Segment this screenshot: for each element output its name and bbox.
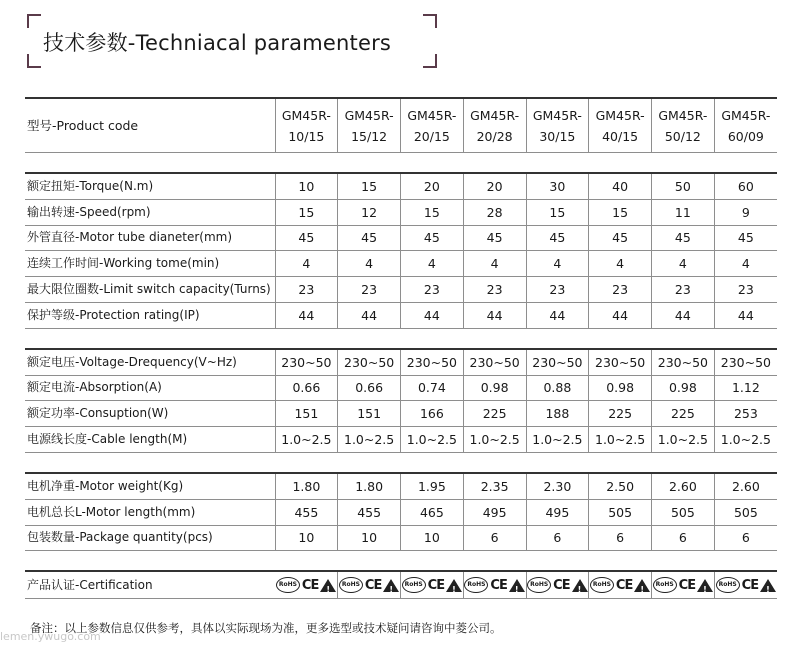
ce-mark-icon: CE [741, 577, 759, 593]
value-cell: 151 [275, 401, 338, 427]
certification-cell [463, 571, 526, 599]
value-cell: 230~50 [652, 349, 715, 375]
value-cell: 15 [589, 199, 652, 225]
gap-cell [25, 551, 777, 572]
value-cell: 4 [714, 251, 777, 277]
value-cell: 28 [463, 199, 526, 225]
rohs-mark-icon: RoHS [402, 577, 426, 593]
value-cell: 6 [526, 525, 589, 551]
table-row [25, 401, 777, 427]
ce-mark-icon: CE [490, 577, 507, 593]
value-cell: 0.74 [401, 375, 464, 401]
value-cell: 23 [652, 277, 715, 303]
value-cell: 20 [463, 173, 526, 199]
page-title: 技术参数-Techniacal paramenters [43, 31, 392, 55]
warning-glyph: ! [389, 584, 393, 594]
table-row [25, 277, 777, 303]
row-label: 额定电流-Absorption(A) [25, 375, 275, 401]
certification-marks [275, 572, 337, 598]
row-label: 外管直径-Motor tube dianeter(mm) [25, 225, 275, 251]
value-cell: 11 [652, 199, 715, 225]
corner-bracket [27, 54, 41, 68]
product-code-prefix: GM45R- [344, 107, 394, 123]
rohs-mark-icon: RoHS [653, 577, 677, 593]
row-label: 电机净重-Motor weight(Kg) [25, 473, 275, 499]
table-row [25, 302, 777, 328]
certification-marks [401, 572, 463, 598]
value-cell: 20 [401, 173, 464, 199]
value-cell: 45 [338, 225, 401, 251]
row-label: 保护等级-Protection rating(IP) [25, 302, 275, 328]
value-cell: 4 [338, 251, 401, 277]
value-cell: 23 [589, 277, 652, 303]
value-cell: 12 [338, 199, 401, 225]
rohs-mark-icon: RoHS [339, 577, 363, 593]
value-cell: 1.0~2.5 [652, 427, 715, 453]
value-cell: 1.0~2.5 [463, 427, 526, 453]
product-code-cell [589, 98, 652, 153]
product-code-cell [463, 98, 526, 153]
value-cell: 1.80 [338, 473, 401, 499]
product-code-cell [652, 98, 715, 153]
value-cell: 0.98 [463, 375, 526, 401]
table-row [25, 349, 777, 375]
value-cell: 1.0~2.5 [714, 427, 777, 453]
value-cell: 15 [526, 199, 589, 225]
value-cell: 495 [526, 499, 589, 525]
warning-triangle-icon [760, 579, 776, 592]
rohs-mark-icon: RoHS [590, 577, 614, 593]
value-cell: 60 [714, 173, 777, 199]
rohs-mark-icon: RoHS [527, 577, 551, 593]
value-cell: 2.35 [463, 473, 526, 499]
value-cell: 10 [401, 525, 464, 551]
product-code-suffix: 15/12 [351, 128, 388, 144]
product-code-suffix: 50/12 [664, 128, 701, 144]
value-cell: 1.0~2.5 [401, 427, 464, 453]
ce-mark-icon: CE [615, 577, 633, 593]
value-cell: 45 [652, 225, 715, 251]
watermark: lemen.ywugo.com [0, 630, 101, 643]
product-code-cell [275, 98, 338, 153]
value-cell: 30 [526, 173, 589, 199]
value-cell: 44 [275, 302, 338, 328]
certification-row [25, 571, 777, 599]
table-row [25, 251, 777, 277]
ce-mark-icon: CE [678, 577, 696, 593]
value-cell: 23 [463, 277, 526, 303]
warning-triangle-icon [320, 579, 336, 592]
group-gap [25, 153, 777, 174]
value-cell: 45 [589, 225, 652, 251]
value-cell: 1.0~2.5 [589, 427, 652, 453]
value-cell: 4 [652, 251, 715, 277]
warning-glyph: ! [514, 584, 519, 594]
value-cell: 23 [401, 277, 464, 303]
certification-marks [715, 572, 777, 598]
warning-triangle-icon [509, 579, 525, 592]
value-cell: 44 [526, 302, 589, 328]
value-cell: 6 [652, 525, 715, 551]
table-row [25, 199, 777, 225]
certification-marks [652, 572, 714, 598]
product-code-prefix: GM45R- [470, 107, 520, 123]
value-cell: 230~50 [589, 349, 652, 375]
footnote: 备注：以上参数信息仅供参考，具体以实际现场为准，更多选型或技术疑问请咨询中菱公司。 [30, 621, 502, 635]
value-cell: 50 [652, 173, 715, 199]
value-cell: 45 [275, 225, 338, 251]
row-label: 包装数量-Package quantity(pcs) [25, 525, 275, 551]
value-cell: 4 [275, 251, 338, 277]
value-cell: 1.95 [401, 473, 464, 499]
value-cell: 0.66 [338, 375, 401, 401]
value-cell: 23 [275, 277, 338, 303]
row-label: 输出转速-Speed(rpm) [25, 199, 275, 225]
table-row [25, 375, 777, 401]
warning-triangle-icon [572, 579, 588, 592]
value-cell: 23 [526, 277, 589, 303]
certification-cell [275, 571, 338, 599]
value-cell: 4 [526, 251, 589, 277]
row-label: 最大限位圈数-Limit switch capacity(Turns) [25, 277, 275, 303]
warning-glyph: ! [703, 584, 707, 594]
value-cell: 44 [338, 302, 401, 328]
corner-bracket [27, 14, 41, 28]
product-code-prefix: GM45R- [532, 107, 582, 123]
value-cell: 225 [589, 401, 652, 427]
value-cell: 188 [526, 401, 589, 427]
product-code-cell [401, 98, 464, 153]
table-row [25, 525, 777, 551]
product-code-suffix: 40/15 [602, 128, 639, 144]
value-cell: 505 [652, 499, 715, 525]
value-cell: 44 [463, 302, 526, 328]
product-code-suffix: 20/28 [476, 128, 513, 144]
certification-marks [589, 572, 651, 598]
value-cell: 225 [652, 401, 715, 427]
certification-marks [464, 572, 526, 598]
rohs-mark-icon: RoHS [464, 577, 488, 593]
value-cell: 225 [463, 401, 526, 427]
group-gap [25, 452, 777, 473]
value-cell: 495 [463, 499, 526, 525]
value-cell: 0.88 [526, 375, 589, 401]
rohs-mark-icon: RoHS [716, 577, 740, 593]
group-gap [25, 551, 777, 572]
product-code-suffix: 60/09 [727, 128, 764, 144]
value-cell: 230~50 [401, 349, 464, 375]
table-row [25, 473, 777, 499]
value-cell: 15 [275, 199, 338, 225]
value-cell: 230~50 [463, 349, 526, 375]
value-cell: 10 [338, 525, 401, 551]
warning-triangle-icon [383, 579, 399, 592]
warning-triangle-icon [634, 579, 650, 592]
value-cell: 44 [401, 302, 464, 328]
corner-bracket [423, 14, 437, 28]
group-gap [25, 328, 777, 349]
value-cell: 10 [275, 525, 338, 551]
gap-cell [25, 153, 777, 174]
value-cell: 2.50 [589, 473, 652, 499]
value-cell: 23 [338, 277, 401, 303]
warning-glyph: ! [577, 584, 582, 594]
value-cell: 1.0~2.5 [526, 427, 589, 453]
certification-cell [652, 571, 715, 599]
warning-glyph: ! [452, 584, 456, 594]
value-cell: 151 [338, 401, 401, 427]
value-cell: 6 [714, 525, 777, 551]
product-code-suffix: 30/15 [539, 128, 576, 144]
warning-glyph: ! [326, 584, 330, 594]
title-frame [27, 14, 437, 68]
table-row [25, 225, 777, 251]
product-code-cell [714, 98, 777, 153]
header-label: 型号-Product code [25, 98, 275, 153]
value-cell: 505 [589, 499, 652, 525]
value-cell: 230~50 [526, 349, 589, 375]
product-code-prefix: GM45R- [281, 107, 331, 123]
value-cell: 4 [401, 251, 464, 277]
value-cell: 15 [338, 173, 401, 199]
spec-table [25, 97, 777, 599]
certification-cell [714, 571, 777, 599]
value-cell: 45 [526, 225, 589, 251]
value-cell: 2.60 [652, 473, 715, 499]
value-cell: 166 [401, 401, 464, 427]
value-cell: 15 [401, 199, 464, 225]
product-code-prefix: GM45R- [407, 107, 457, 123]
warning-glyph: ! [766, 584, 770, 594]
value-cell: 2.30 [526, 473, 589, 499]
warning-triangle-icon [446, 579, 462, 592]
value-cell: 1.0~2.5 [338, 427, 401, 453]
ce-mark-icon: CE [553, 577, 570, 593]
value-cell: 1.80 [275, 473, 338, 499]
value-cell: 45 [714, 225, 777, 251]
value-cell: 455 [275, 499, 338, 525]
warning-glyph: ! [640, 584, 644, 594]
certification-cell [589, 571, 652, 599]
value-cell: 0.98 [589, 375, 652, 401]
table-row [25, 427, 777, 453]
certification-label: 产品认证-Certification [25, 571, 275, 599]
value-cell: 2.60 [714, 473, 777, 499]
corner-bracket [423, 54, 437, 68]
value-cell: 455 [338, 499, 401, 525]
certification-cell [526, 571, 589, 599]
table-row [25, 173, 777, 199]
certification-cell [401, 571, 464, 599]
table-header-row [25, 98, 777, 153]
row-label: 电机总长L-Motor length(mm) [25, 499, 275, 525]
ce-mark-icon: CE [364, 577, 382, 593]
warning-triangle-icon [697, 579, 713, 592]
product-code-prefix: GM45R- [595, 107, 645, 123]
ce-mark-icon: CE [301, 577, 319, 593]
value-cell: 0.66 [275, 375, 338, 401]
product-code-suffix: 10/15 [288, 128, 325, 144]
value-cell: 0.98 [652, 375, 715, 401]
value-cell: 1.12 [714, 375, 777, 401]
value-cell: 9 [714, 199, 777, 225]
rohs-mark-icon: RoHS [276, 577, 300, 593]
value-cell: 45 [463, 225, 526, 251]
value-cell: 6 [463, 525, 526, 551]
certification-marks [338, 572, 400, 598]
certification-cell [338, 571, 401, 599]
value-cell: 4 [463, 251, 526, 277]
gap-cell [25, 452, 777, 473]
value-cell: 10 [275, 173, 338, 199]
value-cell: 505 [714, 499, 777, 525]
value-cell: 6 [589, 525, 652, 551]
value-cell: 44 [589, 302, 652, 328]
row-label: 额定电压-Voltage-Drequency(V~Hz) [25, 349, 275, 375]
table-row [25, 499, 777, 525]
product-code-cell [526, 98, 589, 153]
value-cell: 23 [714, 277, 777, 303]
value-cell: 253 [714, 401, 777, 427]
value-cell: 44 [714, 302, 777, 328]
value-cell: 230~50 [714, 349, 777, 375]
product-code-prefix: GM45R- [658, 107, 708, 123]
value-cell: 230~50 [338, 349, 401, 375]
ce-mark-icon: CE [427, 577, 445, 593]
product-code-prefix: GM45R- [721, 107, 771, 123]
row-label: 额定功率-Consuption(W) [25, 401, 275, 427]
row-label: 额定扭矩-Torque(N.m) [25, 173, 275, 199]
value-cell: 1.0~2.5 [275, 427, 338, 453]
row-label: 电源线长度-Cable length(M) [25, 427, 275, 453]
product-code-cell [338, 98, 401, 153]
gap-cell [25, 328, 777, 349]
value-cell: 230~50 [275, 349, 338, 375]
certification-marks [527, 572, 589, 598]
product-code-suffix: 20/15 [413, 128, 450, 144]
row-label: 连续工作时间-Working tome(min) [25, 251, 275, 277]
value-cell: 465 [401, 499, 464, 525]
value-cell: 44 [652, 302, 715, 328]
value-cell: 4 [589, 251, 652, 277]
value-cell: 40 [589, 173, 652, 199]
value-cell: 45 [401, 225, 464, 251]
